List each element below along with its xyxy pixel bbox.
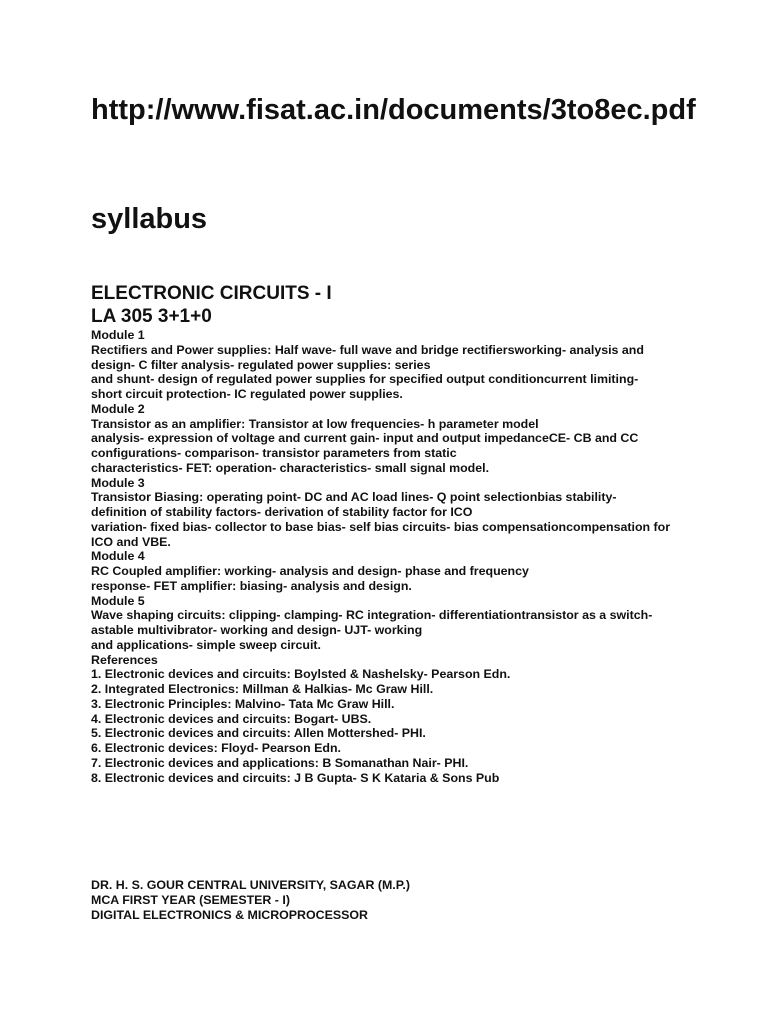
syllabus-body-line: Module 3: [91, 475, 145, 490]
syllabus-body-line: Rectifiers and Power supplies: Half wave- full wave and bridge rectifiersworking- analysis and: [91, 342, 644, 357]
syllabus-body-line: short circuit protection- IC regulated power supplies.: [91, 387, 403, 401]
syllabus-body-line: configurations- comparison- transistor parameters from static: [91, 446, 457, 460]
syllabus-body-line: 8. Electronic devices and circuits: J B Gupta- S K Kataria & Sons Pub: [91, 770, 500, 785]
syllabus-body-line: References: [91, 652, 158, 667]
syllabus-body-line: definition of stability factors- derivation of stability factor for ICO: [91, 505, 473, 519]
syllabus-body-line: and shunt- design of regulated power supplies for specified output conditioncurrent limiting-: [91, 372, 639, 387]
course-name: ELECTRONIC CIRCUITS - I: [91, 283, 332, 304]
syllabus-body: [91, 328, 711, 785]
syllabus-body-line: 4. Electronic devices and circuits: Bogart- UBS.: [91, 711, 372, 726]
syllabus-body-line: astable multivibrator- working and design- UJT- working: [91, 623, 423, 637]
syllabus-body-line: Module 1: [91, 328, 145, 342]
syllabus-body-line: 6. Electronic devices: Floyd- Pearson Edn.: [91, 741, 341, 755]
syllabus-body-line: analysis- expression of voltage and current gain- input and output impedanceCE- CB and CC: [91, 431, 639, 446]
syllabus-body-line: design- C filter analysis- regulated power supplies: series: [91, 357, 431, 372]
syllabus-body-line: response- FET amplifier: biasing- analysis and design.: [91, 578, 412, 593]
syllabus-body-line: ICO and VBE.: [91, 534, 171, 549]
syllabus-body-line: 1. Electronic devices and circuits: Boylsted & Nashelsky- Pearson Edn.: [91, 667, 511, 682]
footer-line: MCA FIRST YEAR (SEMESTER - I): [91, 892, 290, 907]
syllabus-body-line: 5. Electronic devices and circuits: Allen Mottershed- PHI.: [91, 726, 426, 741]
course-title: [91, 282, 332, 328]
footer-line: DR. H. S. GOUR CENTRAL UNIVERSITY, SAGAR (M.P.): [91, 878, 410, 892]
syllabus-body-line: Module 4: [91, 549, 145, 564]
syllabus-heading: syllabus: [91, 203, 208, 235]
syllabus-body-line: characteristics- FET: operation- characteristics- small signal model.: [91, 460, 490, 475]
syllabus-body-line: Module 2: [91, 401, 145, 416]
syllabus-body-line: RC Coupled amplifier: working- analysis and design- phase and frequency: [91, 564, 529, 578]
syllabus-body-line: Transistor Biasing: operating point- DC and AC load lines- Q point selectionbias stability-: [91, 490, 617, 505]
syllabus-body-line: variation- fixed bias- collector to base bias- self bias circuits- bias compensationcompensation for: [91, 519, 671, 534]
syllabus-body-line: Wave shaping circuits: clipping- clamping- RC integration- differentiationtransistor as a switch-: [91, 608, 653, 623]
syllabus-body-line: 2. Integrated Electronics: Millman & Halkias- Mc Graw Hill.: [91, 682, 434, 696]
document-url: http://www.fisat.ac.in/documents/3to8ec.pdf: [91, 94, 696, 126]
course-code: LA 305 3+1+0: [91, 306, 212, 327]
syllabus-body-line: 7. Electronic devices and applications: B Somanathan Nair- PHI.: [91, 755, 469, 770]
syllabus-body-line: 3. Electronic Principles: Malvino- Tata Mc Graw Hill.: [91, 696, 395, 711]
syllabus-body-line: Transistor as an amplifier: Transistor at low frequencies- h parameter model: [91, 416, 539, 431]
next-syllabus-header: [91, 878, 410, 922]
syllabus-body-line: and applications- simple sweep circuit.: [91, 637, 321, 652]
syllabus-body-line: Module 5: [91, 593, 145, 608]
footer-line: DIGITAL ELECTRONICS & MICROPROCESSOR: [91, 907, 368, 922]
